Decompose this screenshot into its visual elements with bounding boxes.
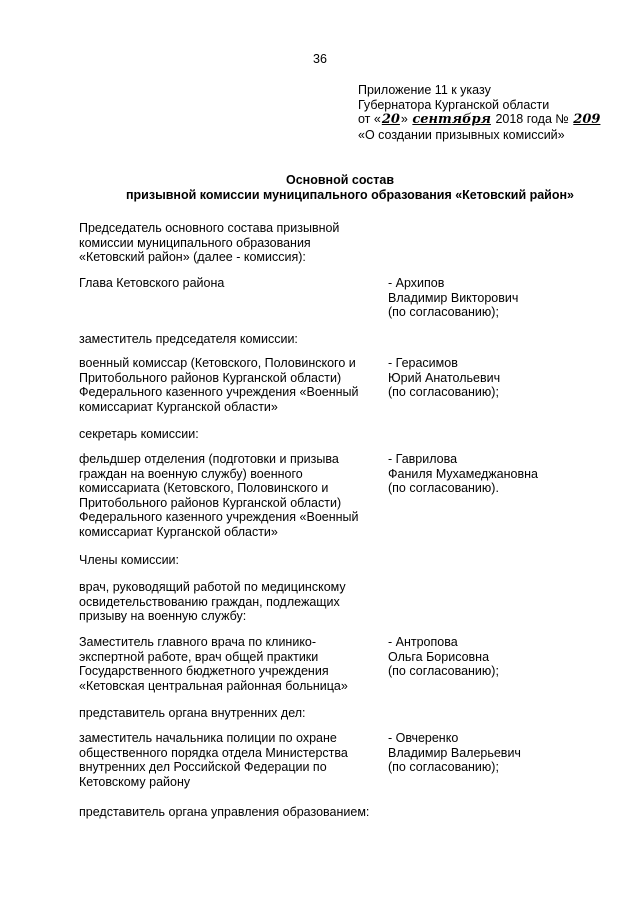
annex-date-line — [358, 112, 628, 128]
position-paramedic: фельдшер отделения (подготовки и призыва граждан на военную службу) военного комиссариата (Кетовского, Половинского и Притобольного районов Курганской области) Федерального казенного учреждения «Военный комиссариат Курганской области» — [79, 452, 359, 539]
person-antropova: - Антропова Ольга Борисовна (по согласованию); — [388, 635, 499, 679]
page-number: 36 — [313, 52, 327, 66]
position-deputy-chief-doctor: Заместитель главного врача по клинико- экспертной работе, врач общей практики Государственного бюджетного учреждения «Кетовская центральная районная больница» — [79, 635, 348, 693]
person-arkhipov: - Архипов Владимир Викторович (по согласованию); — [388, 276, 519, 320]
title-line-2: призывной комиссии муниципального образования «Кетовский район» — [125, 187, 575, 202]
person-ovcherenko: - Овчеренко Владимир Валерьевич (по согласованию); — [388, 731, 521, 775]
position-military-commissar: военный комиссар (Кетовского, Половинского и Притобольного районов Курганской области) Федерального казенного учреждения «Военный комиссариат Курганской области» — [79, 356, 359, 414]
chairman-intro: Председатель основного состава призывной комиссии муниципального образования «Кетовский район» (далее - комиссия): — [79, 221, 340, 265]
position-deputy-police-chief: заместитель начальника полиции по охране общественного порядка отдела Министерства внутренних дел Российской Федерации по Кетовскому району — [79, 731, 348, 789]
annex-line-1: Приложение 11 к указу — [358, 83, 491, 97]
annex-day-handwritten: 20 — [381, 112, 400, 128]
annex-header — [358, 83, 628, 142]
section-doctor: врач, руководящий работой по медицинскому освидетельствованию граждан, подлежащих призыву на военную службу: — [79, 580, 346, 624]
person-gavrilova: - Гаврилова Фаниля Мухамеджановна (по согласованию). — [388, 452, 538, 496]
annex-date-mid: » — [400, 112, 408, 127]
annex-month-handwritten: сентября — [412, 112, 491, 128]
document-title — [0, 173, 640, 202]
section-education-representative: представитель органа управления образованием: — [79, 805, 370, 819]
section-police-representative: представитель органа внутренних дел: — [79, 706, 306, 720]
annex-line-4: «О создании призывных комиссий» — [358, 127, 565, 142]
annex-year: 2018 года № — [495, 112, 569, 127]
person-gerasimov: - Герасимов Юрий Анатольевич (по согласованию); — [388, 356, 501, 400]
section-secretary: секретарь комиссии: — [79, 427, 199, 441]
annex-date-prefix: от « — [358, 112, 381, 127]
title-line-1: Основной состав — [285, 173, 395, 187]
section-deputy-chairman: заместитель председателя комиссии: — [79, 332, 298, 346]
section-members: Члены комиссии: — [79, 553, 180, 567]
annex-line-2: Губернатора Курганской области — [358, 97, 550, 112]
annex-number-handwritten: 209 — [573, 112, 601, 128]
position-head-of-district: Глава Кетовского района — [79, 276, 225, 290]
